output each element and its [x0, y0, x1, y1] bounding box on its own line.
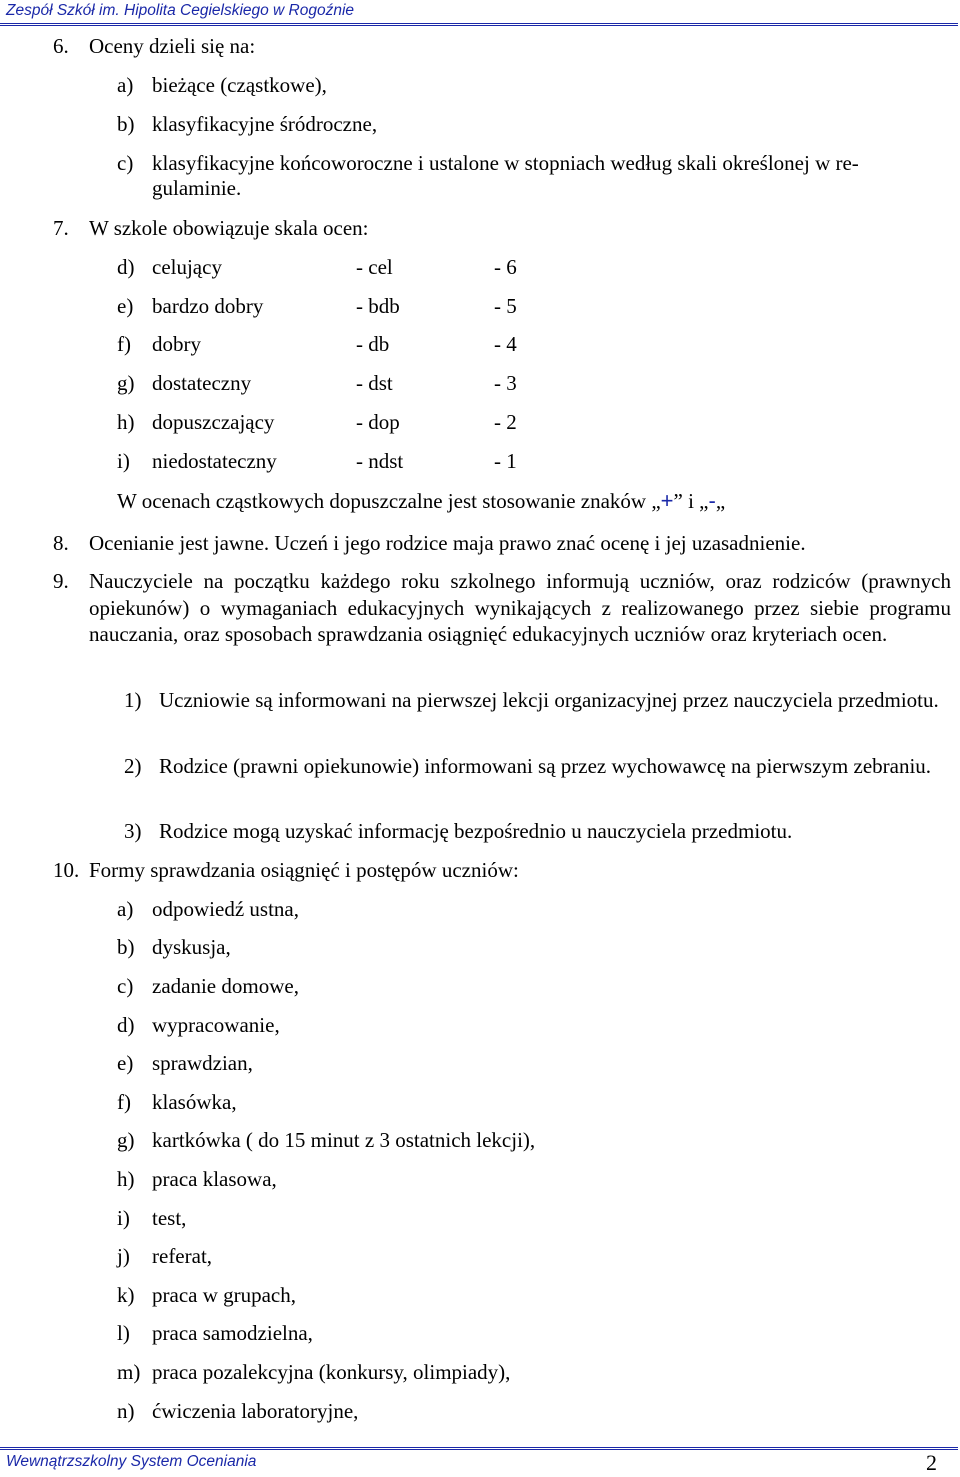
item-text: bieżące (cząstkowe), [152, 73, 327, 97]
item-label: 3) [124, 819, 142, 843]
item-text: Uczniowie są informowani na pierwszej lekcji organizacyjnej przez nauczyciela przedmiotu. [159, 688, 939, 712]
note-quote-close: „ [715, 489, 726, 513]
item-text: Rodzice mogą uzyskać informację bezpośrednio u nauczyciela przedmiotu. [159, 819, 793, 843]
item-text: wypracowanie, [152, 1013, 280, 1037]
item-text: ćwiczenia laboratoryjne, [152, 1399, 359, 1423]
item-text: klasyfikacyjne śródroczne, [152, 112, 378, 136]
grade-value: - 4 [494, 332, 517, 356]
header-rule [0, 23, 958, 28]
item-label: d) [117, 255, 135, 279]
page-footer: Wewnątrzszkolny System Oceniania [6, 1453, 257, 1470]
item-label: m) [117, 1360, 141, 1384]
section-number: 10. [53, 858, 80, 882]
grade-name: bardzo dobry [152, 294, 264, 318]
item-text: referat, [152, 1244, 213, 1268]
section-number: 9. [53, 569, 69, 593]
grade-abbreviation: - cel [356, 255, 393, 279]
item-text: Rodzice (prawni opiekunowie) informowani są przez wychowawcę na pierwszym zebraniu. [159, 754, 932, 778]
grade-value: - 2 [494, 410, 517, 434]
grade-value: - 6 [494, 255, 517, 279]
section-heading: W szkole obowiązuje skala ocen: [89, 216, 369, 240]
section-text: Ocenianie jest jawne. Uczeń i jego rodzice maja prawo znać ocenę i jej uzasadnienie. [89, 531, 806, 555]
item-label: c) [117, 151, 134, 175]
item-label: 2) [124, 754, 142, 778]
item-text: kartkówka ( do 15 minut z 3 ostatnich lekcji), [152, 1128, 536, 1152]
grade-abbreviation: - ndst [356, 449, 404, 473]
note-conjunction: ” i „ [673, 489, 709, 513]
item-text: praca klasowa, [152, 1167, 277, 1191]
item-label: h) [117, 1167, 135, 1191]
grade-note [117, 488, 725, 514]
item-label: a) [117, 73, 134, 97]
minus-symbol: - [708, 488, 716, 513]
item-text: sprawdzian, [152, 1051, 253, 1075]
item-text-continuation: gulaminie. [152, 176, 242, 200]
grade-abbreviation: - bdb [356, 294, 400, 318]
item-label: f) [117, 332, 131, 356]
section-number: 8. [53, 531, 69, 555]
item-label: h) [117, 410, 135, 434]
item-text: zadanie domowe, [152, 974, 299, 998]
grade-value: - 3 [494, 371, 517, 395]
item-text: dyskusja, [152, 935, 231, 959]
page-header: Zespół Szkół im. Hipolita Cegielskiego w Rogoźnie [6, 2, 355, 19]
grade-value: - 1 [494, 449, 517, 473]
section-heading: Formy sprawdzania osiągnięć i postępów uczniów: [89, 858, 519, 882]
section-heading: Oceny dzieli się na: [89, 34, 256, 58]
item-text: praca samodzielna, [152, 1321, 313, 1345]
item-label: a) [117, 897, 134, 921]
item-label: b) [117, 112, 135, 136]
item-label: i) [117, 449, 130, 473]
item-label: l) [117, 1321, 130, 1345]
item-label: e) [117, 1051, 134, 1075]
plus-symbol: + [660, 488, 674, 513]
item-text: klasyfikacyjne końcoworoczne i ustalone w stopniach według skali określonej w re- [152, 151, 859, 175]
item-text: test, [152, 1206, 187, 1230]
item-text: odpowiedź ustna, [152, 897, 299, 921]
grade-name: dostateczny [152, 371, 252, 395]
item-text: praca pozalekcyjna (konkursy, olimpiady), [152, 1360, 511, 1384]
item-label: 1) [124, 688, 142, 712]
item-label: j) [117, 1244, 130, 1268]
note-text: W ocenach cząstkowych dopuszczalne jest stosowanie znaków [117, 489, 647, 513]
grade-abbreviation: - db [356, 332, 390, 356]
grade-abbreviation: - dst [356, 371, 393, 395]
grade-name: niedostateczny [152, 449, 277, 473]
grade-abbreviation: - dop [356, 410, 400, 434]
footer-rule [0, 1447, 958, 1452]
item-text: klasówka, [152, 1090, 237, 1114]
grade-value: - 5 [494, 294, 517, 318]
item-label: g) [117, 1128, 135, 1152]
item-label: f) [117, 1090, 131, 1114]
item-label: g) [117, 371, 135, 395]
grade-name: dobry [152, 332, 201, 356]
note-quote-open: „ [651, 489, 661, 513]
item-label: e) [117, 294, 134, 318]
page-number: 2 [926, 1450, 937, 1475]
section-number: 6. [53, 34, 69, 58]
item-text: praca w grupach, [152, 1283, 297, 1307]
item-label: b) [117, 935, 135, 959]
item-label: i) [117, 1206, 130, 1230]
grade-name: celujący [152, 255, 222, 279]
item-label: d) [117, 1013, 135, 1037]
grade-name: dopuszczający [152, 410, 275, 434]
item-label: k) [117, 1283, 135, 1307]
item-label: c) [117, 974, 134, 998]
section-9-paragraph: Nauczyciele na początku każdego roku szkolnego informują uczniów, oraz rodziców (prawnych opiekunów) o wymaganiach edukacyjnych wynikających z realizowanego przez siebie programu nauczania, oraz sposobach sprawdzania osiągnięć edukacyjnych uczniów oraz kryteriach ocen. [89, 569, 951, 646]
section-number: 7. [53, 216, 69, 240]
item-label: n) [117, 1399, 135, 1423]
